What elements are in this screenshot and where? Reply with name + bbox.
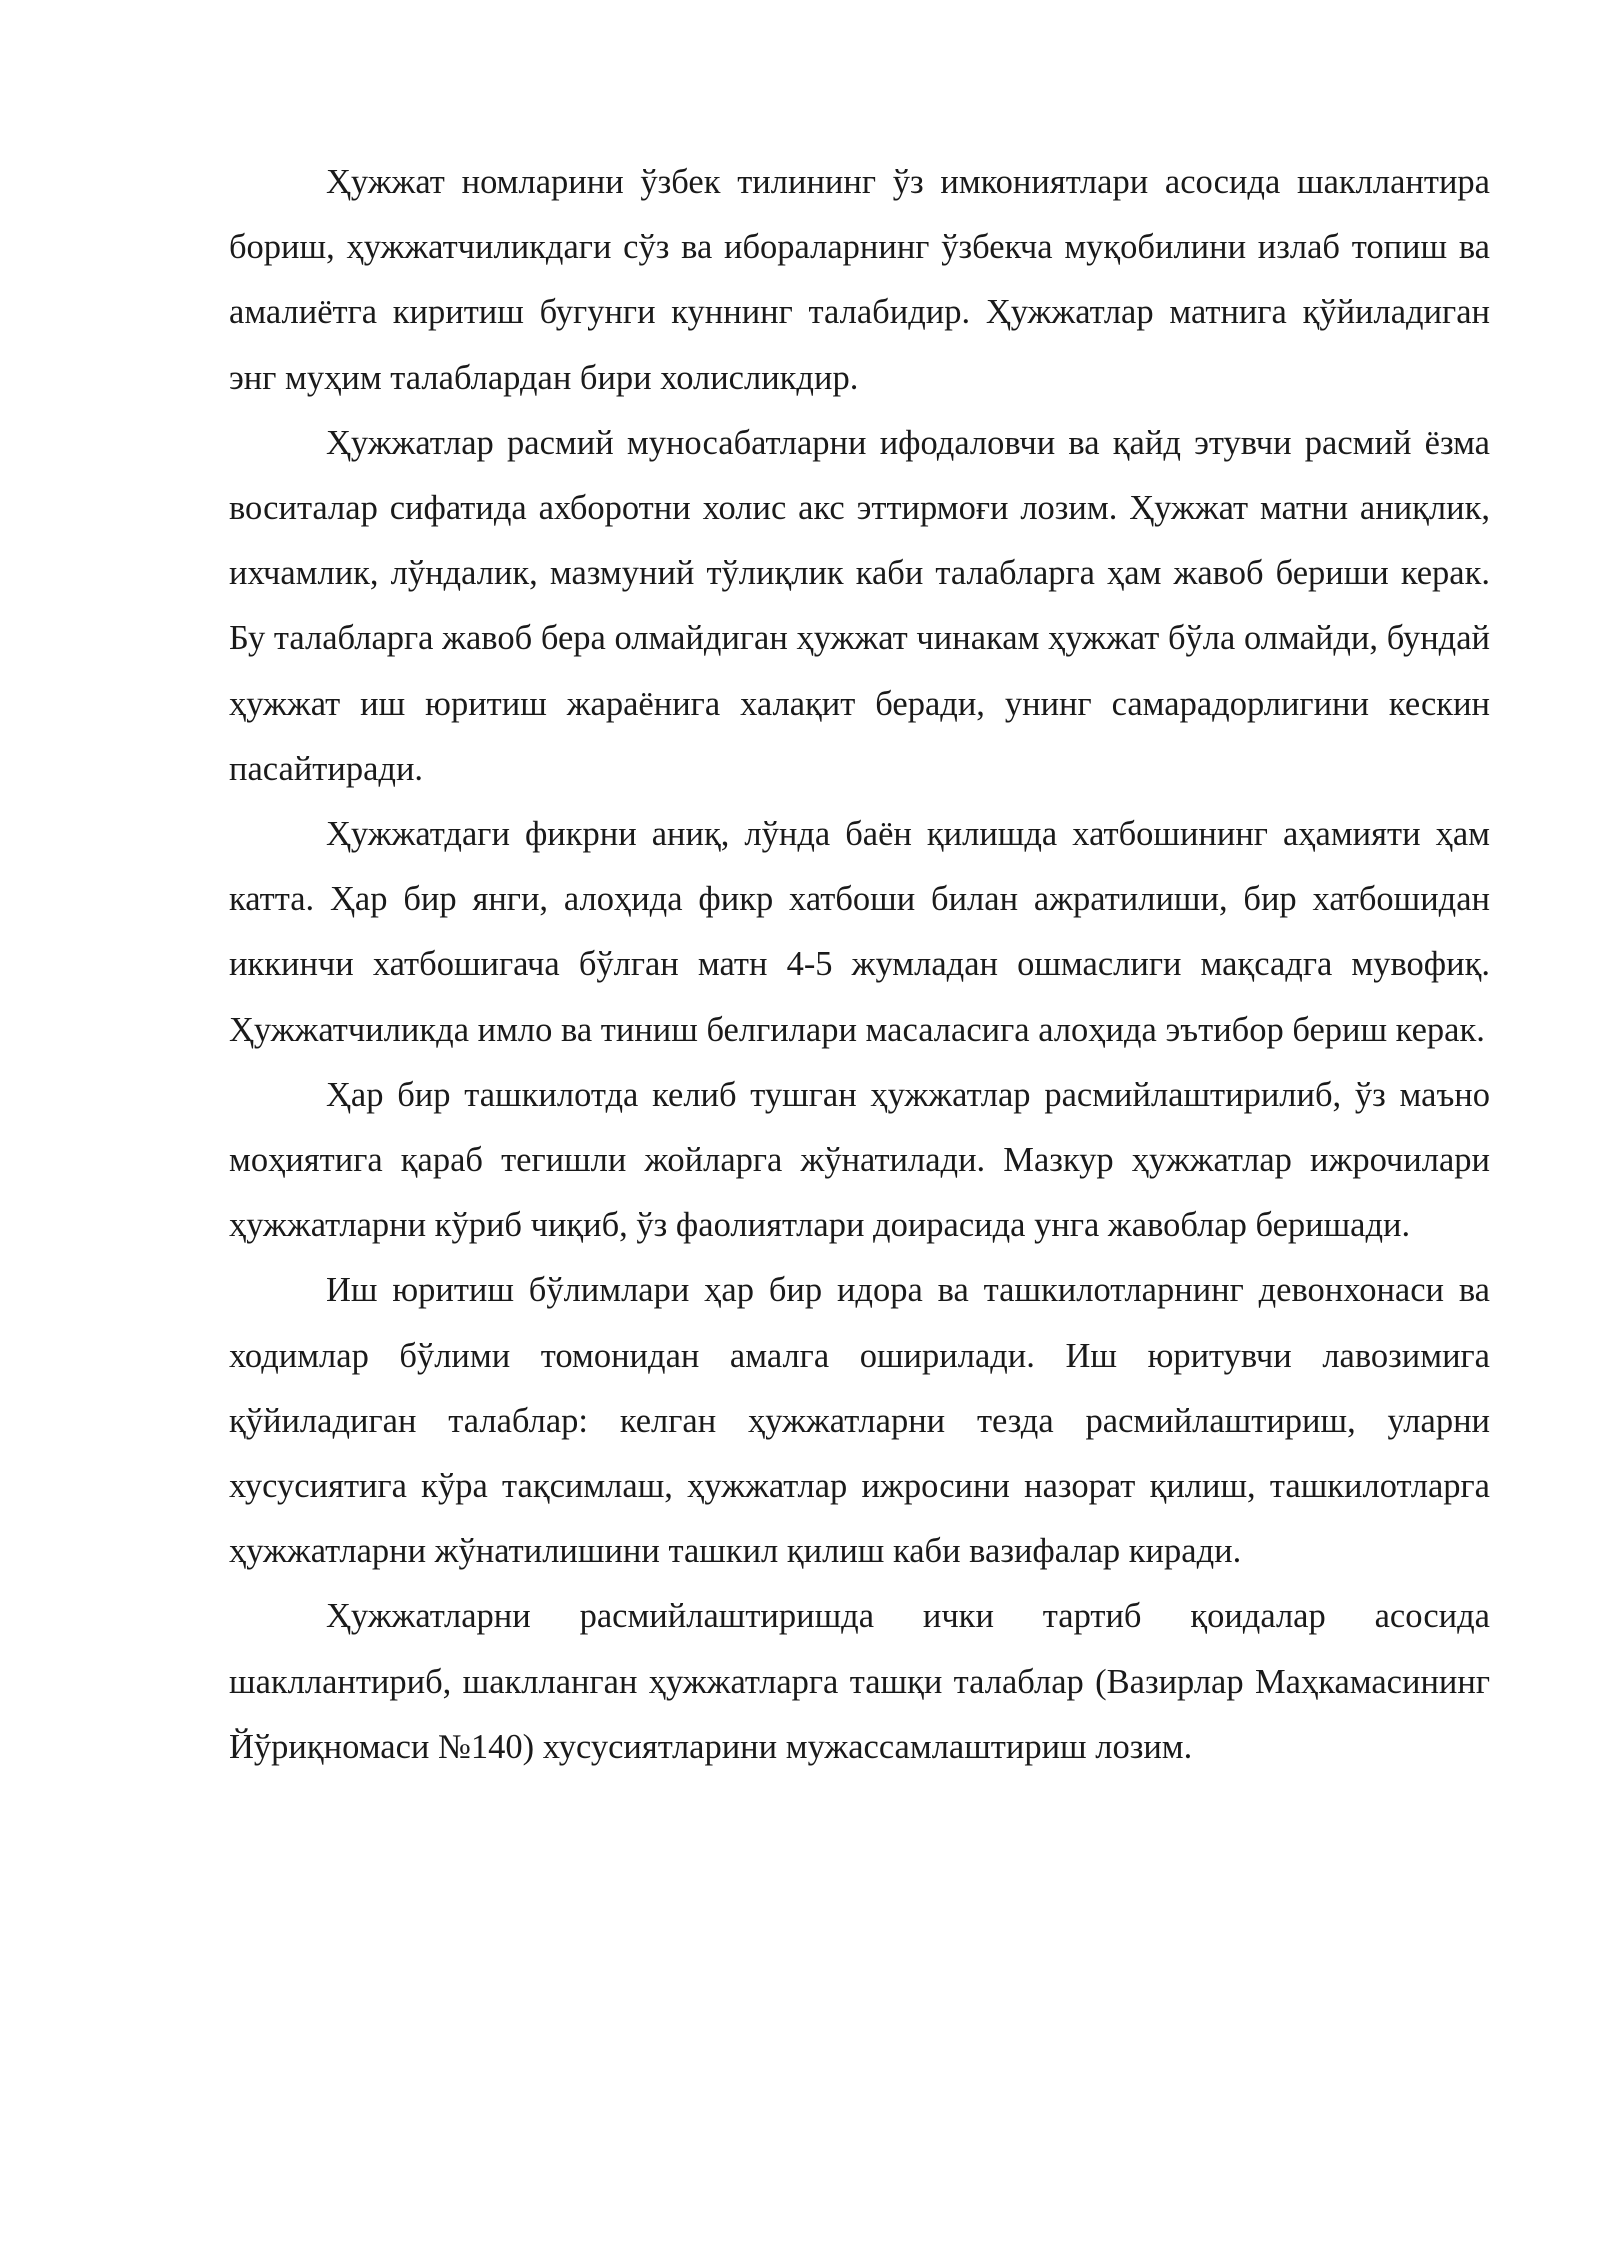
paragraph-2: Ҳужжатлар расмий муносабатларни ифодаловчи ва қайд этувчи расмий ёзма воситалар сифатида ахборотни холис акс эттирмоғи лозим. Ҳужжат матни аниқлик, ихчамлик, лўндалик, мазмуний тўлиқлик каби талабларга ҳам жавоб бериши керак. Бу талабларга жавоб бера олмайдиган ҳужжат чинакам ҳужжат бўла олмайди, бундай ҳужжат иш юритиш жараёнига халақит беради, унинг самарадорлигини кескин пасайтиради. bbox=[229, 423, 1490, 788]
paragraph-6: Ҳужжатларни расмийлаштиришда ички тартиб қоидалар асосида шакллантириб, шаклланган ҳужжатларга ташқи талаблар (Вазирлар Маҳкамасининг Йўриқномаси №140) хусусиятларини мужассамлаштириш лозим. bbox=[229, 1597, 1490, 1766]
paragraph-4: Ҳар бир ташкилотда келиб тушган ҳужжатлар расмийлаштирилиб, ўз маъно моҳиятига қараб тегишли жойларга жўнатилади. Мазкур ҳужжатлар ижрочилари ҳужжатларни кўриб чиқиб, ўз фаолиятлари доирасида унга жавоблар беришади. bbox=[229, 1075, 1490, 1245]
paragraph-1: Ҳужжат номларини ўзбек тилининг ўз имкониятлари асосида шакллантира бориш, ҳужжатчиликдаги сўз ва ибораларнинг ўзбекча муқобилини излаб топиш ва амалиётга киритиш бугунги куннинг талабидир. Ҳужжатлар матнига қўйиладиган энг муҳим талаблардан бири холисликдир. bbox=[229, 163, 1490, 397]
paragraph-5: Иш юритиш бўлимлари ҳар бир идора ва ташкилотларнинг девонхонаси ва ходимлар бўлими томонидан амалга оширилади. Иш юритувчи лавозимига қўйиладиган талаблар: келган ҳужжатларни тезда расмийлаштириш, уларни хусусиятига кўра тақсимлаш, ҳужжатлар ижросини назорат қилиш, ташкилотларга ҳужжатларни жўнатилишини ташкил қилиш каби вазифалар киради. bbox=[229, 1271, 1490, 1571]
document-body bbox=[229, 150, 1490, 1780]
paragraph-3: Ҳужжатдаги фикрни аниқ, лўнда баён қилишда хатбошининг аҳамияти ҳам катта. Ҳар бир янги, алоҳида фикр хатбоши билан ажратилиши, бир хатбошидан иккинчи хатбошигача бўлган матн 4-5 жумладан ошмаслиги мақсадга мувофиқ. Ҳужжатчиликда имло ва тиниш белгилари масаласига алоҳида эътибор бериш керак. bbox=[229, 815, 1490, 1049]
